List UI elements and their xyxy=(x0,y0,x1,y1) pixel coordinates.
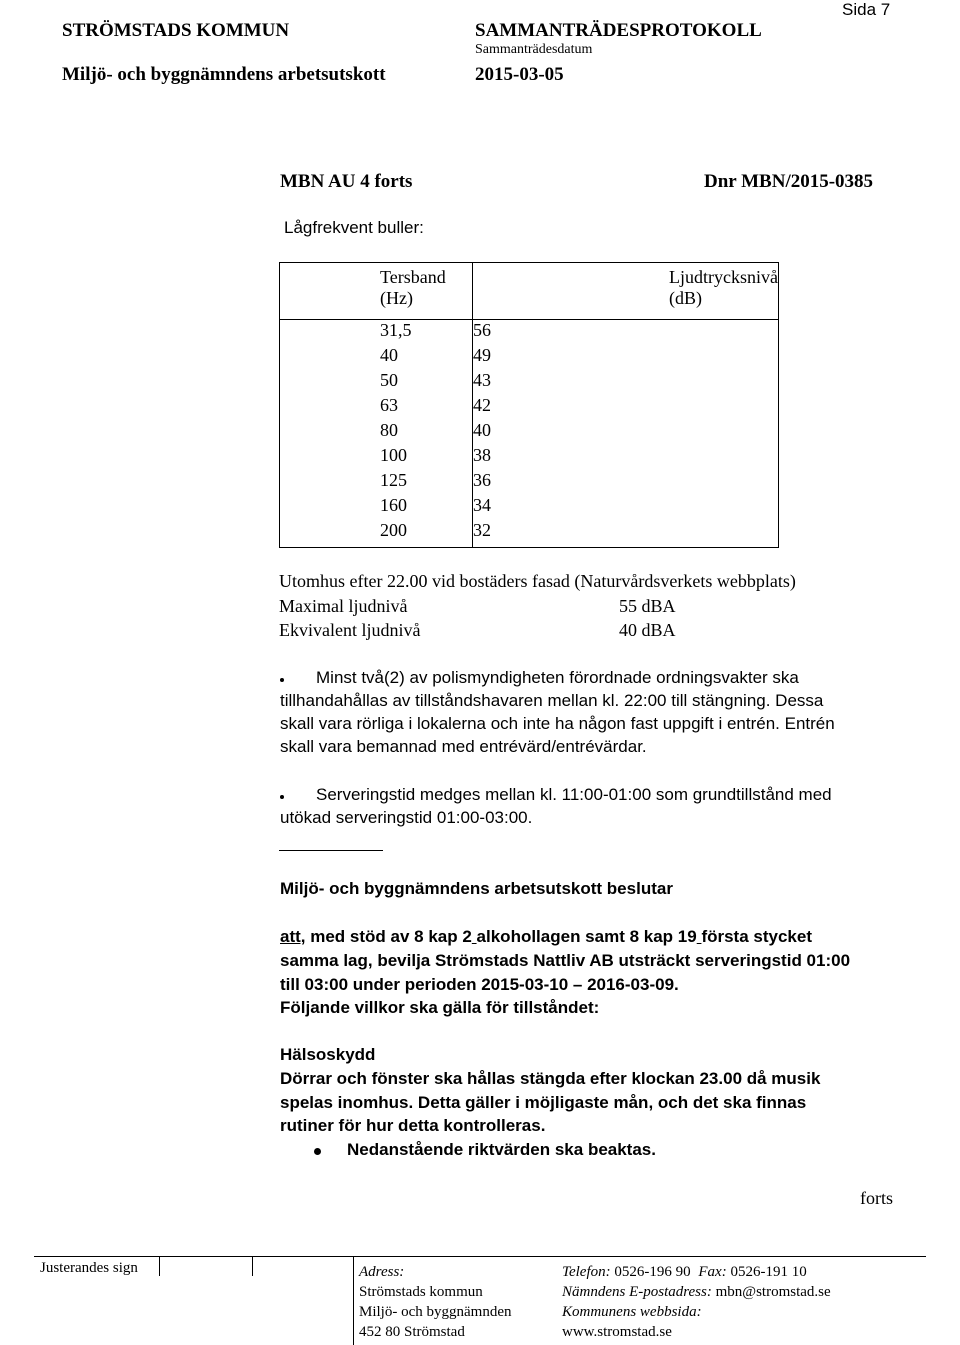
address-line-2: Miljö- och byggnämnden xyxy=(359,1304,512,1320)
email-address[interactable]: mbn@stromstad.se xyxy=(715,1284,831,1300)
bullet-dot xyxy=(280,678,284,682)
outdoor-line: Utomhus efter 22.00 vid bostäders fasad (Naturvårdsverkets webbplats) xyxy=(279,571,796,591)
bullet-guards-line-4: skall vara bemannad med entrévärd/entrévärdar. xyxy=(280,737,647,756)
db-cell: 32 xyxy=(473,520,779,548)
phone-fax-line xyxy=(562,1264,807,1281)
committee-name: Miljö- och byggnämndens arbetsutskott xyxy=(62,64,386,85)
org-name: STRÖMSTADS KOMMUN xyxy=(62,20,290,41)
date-label: Sammanträdesdatum xyxy=(475,42,593,57)
phone-label: Telefon: xyxy=(562,1264,611,1280)
bullet-guards-line-2: tillhandahållas av tillståndshavaren mellan kl. 22:00 till stängning. Dessa xyxy=(280,691,824,710)
db-cell: 43 xyxy=(473,370,779,395)
table-row xyxy=(280,520,779,548)
decision-line-1 xyxy=(280,927,812,947)
hz-cell: 50 xyxy=(280,370,473,395)
header-line-1: Tersband xyxy=(380,267,446,287)
decision-line-1c: första stycket xyxy=(701,927,812,946)
decision-heading: Miljö- och byggnämndens arbetsutskott beslutar xyxy=(280,879,673,898)
footer-top-rule xyxy=(34,1256,926,1257)
decision-line-4: Följande villkor ska gälla för tillståndet: xyxy=(280,998,600,1017)
max-level-value: 55 dBA xyxy=(619,596,676,616)
table-row xyxy=(280,370,779,395)
hz-cell: 63 xyxy=(280,395,473,420)
guideline-bullet: Nedanstående riktvärden ska beaktas. xyxy=(347,1140,656,1159)
table-row xyxy=(280,420,779,445)
low-frequency-title: Lågfrekvent buller: xyxy=(284,218,424,237)
bullet-guards-line-3: skall vara rörliga i lokalerna och inte ha någon fast uppgift i entrén. Entrén xyxy=(280,714,835,733)
table-row xyxy=(280,470,779,495)
email-line xyxy=(562,1284,831,1301)
health-line-2: spelas inomhus. Detta gäller i möjligaste mån, och det ska finnas xyxy=(280,1093,807,1112)
hz-cell: 125 xyxy=(280,470,473,495)
meeting-date: 2015-03-05 xyxy=(475,64,564,85)
bullet-serving-line-2: utökad serveringstid 01:00-03:00. xyxy=(280,808,533,827)
equivalent-level-value: 40 dBA xyxy=(619,620,676,640)
address-line-3: 452 80 Strömstad xyxy=(359,1324,465,1340)
equivalent-level-label: Ekvivalent ljudnivå xyxy=(279,620,421,640)
hz-cell: 160 xyxy=(280,495,473,520)
table-row xyxy=(280,495,779,520)
health-line-1: Dörrar och fönster ska hållas stängda efter klockan 23.00 då musik xyxy=(280,1069,821,1088)
email-label: Nämndens E-postadress: xyxy=(562,1284,712,1300)
fax-number: 0526-191 10 xyxy=(730,1264,807,1280)
db-cell: 40 xyxy=(473,420,779,445)
low-frequency-table xyxy=(279,262,779,548)
decision-line-1b: alkohollagen samt 8 kap 19 xyxy=(476,927,697,946)
table-row xyxy=(280,445,779,470)
db-cell: 36 xyxy=(473,470,779,495)
address-line-1: Strömstads kommun xyxy=(359,1284,483,1300)
decision-line-2: samma lag, bevilja Strömstads Nattliv AB utsträckt serveringstid 01:00 xyxy=(280,951,851,970)
document-type: SAMMANTRÄDESPROTOKOLL xyxy=(475,20,762,41)
table-row xyxy=(280,395,779,420)
table-row xyxy=(280,345,779,370)
section-divider xyxy=(279,850,383,851)
website-link[interactable]: www.stromstad.se xyxy=(562,1324,672,1340)
decision-line-1a: med stöd av 8 kap 2 xyxy=(310,927,472,946)
phone-number: 0526-196 90 xyxy=(614,1264,691,1280)
att-word: att, xyxy=(280,927,306,946)
hz-cell: 31,5 xyxy=(280,320,473,346)
db-cell: 38 xyxy=(473,445,779,470)
hz-cell: 80 xyxy=(280,420,473,445)
header-line-2: (Hz) xyxy=(380,288,413,308)
footer-sign-separator xyxy=(252,1256,253,1276)
diary-number: Dnr MBN/2015-0385 xyxy=(704,171,874,192)
health-heading: Hälsoskydd xyxy=(280,1045,376,1064)
db-cell: 34 xyxy=(473,495,779,520)
table-header-sound-level: Ljudtrycksnivå (dB) xyxy=(473,263,779,320)
footer-sign-separator xyxy=(159,1256,160,1276)
bullet-dot xyxy=(280,795,284,799)
fax-label: Fax: xyxy=(698,1264,727,1280)
page-number: Sida 7 xyxy=(842,0,891,19)
bullet-dot xyxy=(314,1148,321,1155)
case-reference: MBN AU 4 forts xyxy=(280,171,413,192)
table-header-third-octave xyxy=(280,263,473,320)
max-level-label: Maximal ljudnivå xyxy=(279,596,408,616)
continued-note: forts xyxy=(860,1188,893,1208)
website-label: Kommunens webbsida: xyxy=(562,1304,702,1320)
table-row xyxy=(280,320,779,346)
db-cell: 49 xyxy=(473,345,779,370)
db-cell: 56 xyxy=(473,320,779,346)
footer-vertical-rule xyxy=(353,1256,354,1345)
health-line-3: rutiner för hur detta kontrolleras. xyxy=(280,1116,546,1135)
signature-label: Justerandes sign xyxy=(40,1260,138,1276)
table-header-row xyxy=(280,263,779,320)
hz-cell: 40 xyxy=(280,345,473,370)
bullet-guards-line-1: Minst två(2) av polismyndigheten förordnade ordningsvakter ska xyxy=(316,668,799,687)
hz-cell: 100 xyxy=(280,445,473,470)
bullet-serving-line-1: Serveringstid medges mellan kl. 11:00-01:00 som grundtillstånd med xyxy=(316,785,832,804)
db-cell: 42 xyxy=(473,395,779,420)
decision-line-3: till 03:00 under perioden 2015-03-10 – 2016-03-09. xyxy=(280,975,679,994)
address-label: Adress: xyxy=(359,1264,405,1280)
hz-cell: 200 xyxy=(280,520,473,548)
